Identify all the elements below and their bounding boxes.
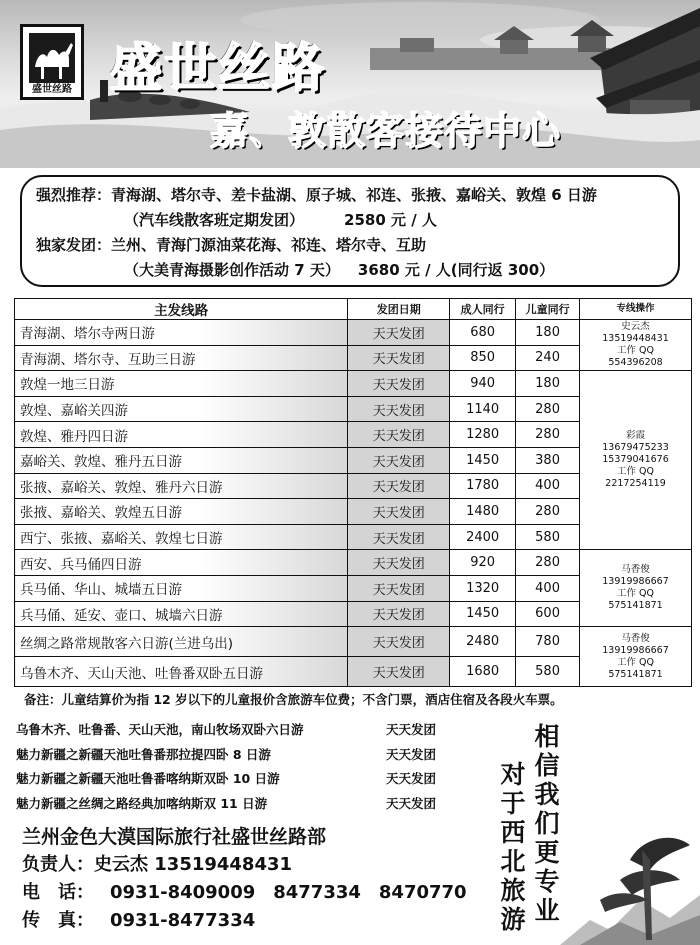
agency-name: 兰州金色大漠国际旅行社盛世丝路部 xyxy=(22,826,327,848)
phone-line xyxy=(22,878,467,906)
col-header-route: 主发线路 xyxy=(15,299,348,320)
route-date: 天天发团 xyxy=(348,601,450,627)
operator-phone: 13919986667 xyxy=(602,644,669,656)
route-adult-price: 1280 xyxy=(450,422,516,448)
route-child-price: 380 xyxy=(516,447,580,473)
route-adult-price: 1320 xyxy=(450,575,516,601)
phone-label: 电 话： xyxy=(22,882,94,903)
operator-qq: 554396208 xyxy=(608,357,663,369)
operator-cell xyxy=(580,320,692,371)
route-adult-price: 920 xyxy=(450,550,516,576)
route-name: 张掖、嘉峪关、敦煌五日游 xyxy=(15,499,348,525)
route-date: 天天发团 xyxy=(348,422,450,448)
manager-line xyxy=(22,850,467,878)
route-date: 天天发团 xyxy=(348,473,450,499)
operator-qq-label: 工作 QQ xyxy=(617,656,655,668)
promo-tag-exclusive: 独家发团： xyxy=(36,236,112,254)
operator-qq: 575141871 xyxy=(608,668,663,680)
extra-route-date: 天天发团 xyxy=(386,771,437,786)
operator-phone-2: 15379041676 xyxy=(602,454,669,466)
route-child-price: 280 xyxy=(516,396,580,422)
logo xyxy=(20,24,84,100)
extra-route-name: 魅力新疆之新疆天池吐鲁番喀纳斯双卧 10 日游 xyxy=(16,771,280,786)
route-adult-price: 850 xyxy=(450,345,516,371)
route-date: 天天发团 xyxy=(348,320,450,346)
route-adult-price: 940 xyxy=(450,371,516,397)
route-name: 敦煌一地三日游 xyxy=(15,371,348,397)
route-date: 天天发团 xyxy=(348,396,450,422)
route-adult-price: 680 xyxy=(450,320,516,346)
route-child-price: 280 xyxy=(516,422,580,448)
route-child-price: 400 xyxy=(516,473,580,499)
route-adult-price: 2480 xyxy=(450,627,516,657)
fax-label: 传 真： xyxy=(22,910,94,931)
route-adult-price: 2400 xyxy=(450,524,516,550)
operator-qq-label: 工作 QQ xyxy=(617,588,655,600)
operator-name: 马香俊 xyxy=(621,632,650,644)
page-title: 盛世丝路 xyxy=(110,39,327,99)
route-date: 天天发团 xyxy=(348,627,450,657)
route-child-price: 180 xyxy=(516,320,580,346)
phone-value: 0931-8409009 8477334 8470770 xyxy=(110,882,467,903)
pricing-note: 备注：儿童结算价为指 12 岁以下的儿童报价含旅游车位费；不含门票，酒店住宿及各段火车票。 xyxy=(24,692,563,707)
route-name: 敦煌、嘉峪关四游 xyxy=(15,396,348,422)
operator-name: 马香俊 xyxy=(621,564,650,576)
route-adult-price: 1450 xyxy=(450,601,516,627)
route-date: 天天发团 xyxy=(348,575,450,601)
table-row xyxy=(15,627,692,657)
logo-text: 盛世丝路 xyxy=(32,84,72,95)
route-adult-price: 1780 xyxy=(450,473,516,499)
route-child-price: 280 xyxy=(516,550,580,576)
slogan-column-2: 对于西北旅游 xyxy=(500,760,526,934)
operator-qq-label: 工作 QQ xyxy=(617,345,655,357)
route-child-price: 240 xyxy=(516,345,580,371)
operator-name: 彩霞 xyxy=(626,430,646,442)
banner xyxy=(0,0,700,168)
fax-line xyxy=(22,906,467,934)
route-date: 天天发团 xyxy=(348,550,450,576)
operator-qq: 2217254119 xyxy=(605,478,666,490)
route-name: 张掖、嘉峪关、敦煌、雅丹六日游 xyxy=(15,473,348,499)
camel-logo-icon xyxy=(29,33,75,83)
route-name: 嘉峪关、敦煌、雅丹五日游 xyxy=(15,447,348,473)
route-child-price: 280 xyxy=(516,499,580,525)
promo-detail-1: （汽车线散客班定期发团） xyxy=(124,211,305,229)
route-adult-price: 1450 xyxy=(450,447,516,473)
slogan-column-1: 相信我们更专业 xyxy=(534,722,560,925)
route-date: 天天发团 xyxy=(348,657,450,687)
extra-routes-list xyxy=(16,716,496,814)
route-child-price: 580 xyxy=(516,657,580,687)
extra-route-date: 天天发团 xyxy=(386,746,437,762)
route-date: 天天发团 xyxy=(348,524,450,550)
route-child-price: 400 xyxy=(516,575,580,601)
table-row xyxy=(15,371,692,397)
route-child-price: 780 xyxy=(516,627,580,657)
route-name: 兵马俑、华山、城墙五日游 xyxy=(15,575,348,601)
pine-tree-decoration xyxy=(560,800,700,945)
table-row xyxy=(15,320,692,346)
extra-route-date: 天天发团 xyxy=(386,795,437,811)
col-header-date: 发团日期 xyxy=(348,299,450,320)
table-header-row xyxy=(15,299,692,320)
col-header-adult: 成人同行 xyxy=(450,299,516,320)
operator-phone: 13919986667 xyxy=(602,576,669,588)
manager-value: 史云杰 13519448431 xyxy=(94,854,293,875)
page-subtitle: 嘉、敦散客接待中心 xyxy=(210,109,562,153)
extra-route-date: 天天发团 xyxy=(386,722,437,737)
fax-value: 0931-8477334 xyxy=(110,910,256,931)
table-row xyxy=(15,550,692,576)
route-date: 天天发团 xyxy=(348,371,450,397)
operator-qq: 575141871 xyxy=(608,600,663,612)
promo-line-4 xyxy=(36,258,664,283)
route-child-price: 580 xyxy=(516,524,580,550)
promo-price-1: 2580 元 / 人 xyxy=(344,211,437,229)
operator-name: 史云杰 xyxy=(621,321,650,333)
list-item xyxy=(16,790,496,815)
route-name: 西宁、张掖、嘉峪关、敦煌七日游 xyxy=(15,524,348,550)
route-adult-price: 1680 xyxy=(450,657,516,687)
operator-phone: 13679475233 xyxy=(602,442,669,454)
route-name: 丝绸之路常规散客六日游(兰进乌出) xyxy=(15,627,348,657)
operator-qq-label: 工作 QQ xyxy=(617,466,655,478)
route-name: 敦煌、雅丹四日游 xyxy=(15,422,348,448)
route-name: 西安、兵马俑四日游 xyxy=(15,550,348,576)
col-header-child: 儿童同行 xyxy=(516,299,580,320)
route-table xyxy=(14,298,692,687)
promo-detail-2: （大美青海摄影创作活动 7 天） xyxy=(124,261,340,279)
promo-line-3 xyxy=(36,233,664,258)
route-name: 青海湖、塔尔寺两日游 xyxy=(15,320,348,346)
list-item xyxy=(16,765,496,790)
operator-cell xyxy=(580,627,692,687)
operator-cell xyxy=(580,550,692,627)
promo-line-1 xyxy=(36,183,664,208)
col-header-operator: 专线操作 xyxy=(580,299,692,320)
extra-route-name: 魅力新疆之丝绸之路经典加喀纳斯双 11 日游 xyxy=(16,795,268,811)
route-name: 青海湖、塔尔寺、互助三日游 xyxy=(15,345,348,371)
operator-cell xyxy=(580,371,692,550)
promo-route-1: 青海湖、塔尔寺、差卡盐湖、原子城、祁连、张掖、嘉峪关、敦煌 6 日游 xyxy=(111,186,597,204)
route-date: 天天发团 xyxy=(348,447,450,473)
route-date: 天天发团 xyxy=(348,499,450,525)
promo-tag-recommend: 强烈推荐： xyxy=(36,186,112,204)
extra-route-name: 乌鲁木齐、吐鲁番、天山天池，南山牧场双卧六日游 xyxy=(16,722,304,737)
promo-price-2: 3680 元 / 人(同行返 300） xyxy=(357,261,555,279)
extra-route-name: 魅力新疆之新疆天池吐鲁番那拉提四卧 8 日游 xyxy=(16,746,271,762)
manager-label: 负责人： xyxy=(22,854,94,875)
promo-route-2: 兰州、青海门源油菜花海、祁连、塔尔寺、互助 xyxy=(111,236,427,254)
promo-box xyxy=(20,175,680,287)
route-child-price: 600 xyxy=(516,601,580,627)
list-item xyxy=(16,741,496,766)
promo-line-2 xyxy=(36,208,664,233)
route-name: 兵马俑、延安、壶口、城墙六日游 xyxy=(15,601,348,627)
operator-phone: 13519448431 xyxy=(602,333,669,345)
route-name: 乌鲁木齐、天山天池、吐鲁番双卧五日游 xyxy=(15,657,348,687)
route-adult-price: 1140 xyxy=(450,396,516,422)
list-item xyxy=(16,716,496,741)
contact-block xyxy=(22,822,467,934)
route-adult-price: 1480 xyxy=(450,499,516,525)
route-child-price: 180 xyxy=(516,371,580,397)
route-date: 天天发团 xyxy=(348,345,450,371)
